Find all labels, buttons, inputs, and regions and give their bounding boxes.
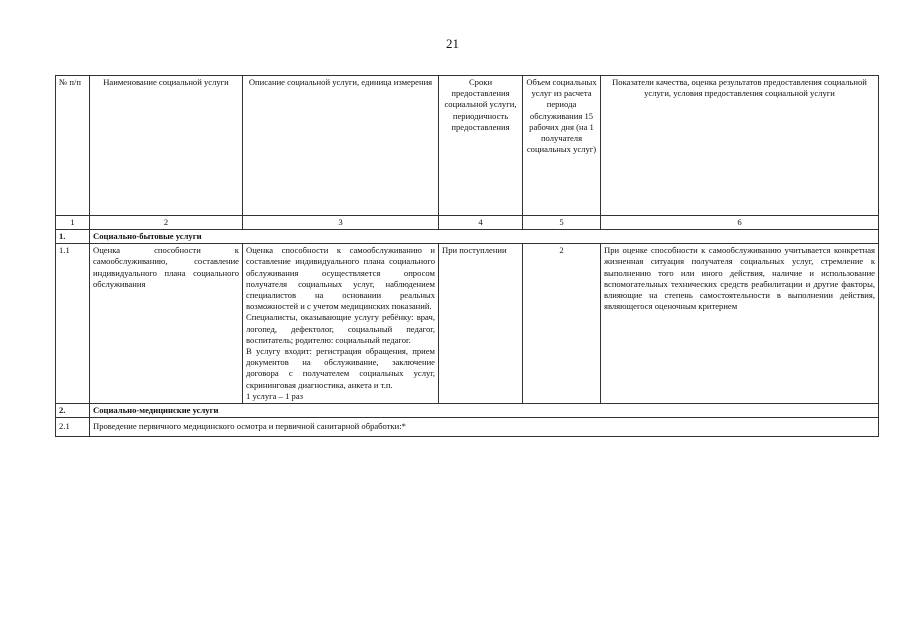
service-quality: При оценке способности к самообслуживанию учитывается конкретная жизненная ситуация получателя социальных услуг, стремление к выполнению того или иного действия, наличие и использование вспомогательных технических средств реабилитации и другие факторы, влияющие на степень самостоятельности в выполнении действия, являющегося оценочным критерием — [601, 244, 879, 404]
column-number-row — [56, 216, 879, 230]
description-unit: 1 услуга – 1 раз — [246, 390, 304, 401]
section-title: Социально-медицинские услуги — [90, 404, 879, 418]
description-paragraph: В услугу входит: регистрация обращения, прием документов на обслуживание, заключение договора с получателем социальных услуг, скрининговая диагностика, анкета и т.п. — [246, 346, 435, 390]
header-quality: Показатели качества, оценка результатов предоставления социальной услуги, условия предоставления социальной услуги — [601, 76, 879, 216]
table-header-row — [56, 76, 879, 216]
description-paragraph: Оценка способности к самообслуживанию и составление индивидуального плана социального обслуживания осуществляется опросом получателя социальных услуг, наблюдением специалистов на основании реальных возможностей и с учетом медицинских показаний. — [246, 245, 435, 312]
section-row-social-household — [56, 230, 879, 244]
header-number: № п/п — [56, 76, 90, 216]
header-service-description: Описание социальной услуги, единица измерения — [243, 76, 439, 216]
column-number: 6 — [601, 216, 879, 230]
section-row-social-medical — [56, 404, 879, 418]
service-name: Проведение первичного медицинского осмотра и первичной санитарной обработки:* — [90, 418, 879, 437]
column-number: 2 — [90, 216, 243, 230]
social-services-table — [55, 75, 879, 437]
service-volume: 2 — [523, 244, 601, 404]
row-number: 1.1 — [56, 244, 90, 404]
header-service-name: Наименование социальной услуги — [90, 76, 243, 216]
table-row — [56, 418, 879, 437]
column-number: 4 — [439, 216, 523, 230]
section-number: 2. — [56, 404, 90, 418]
page-number: 21 — [446, 36, 459, 51]
section-number: 1. — [56, 230, 90, 244]
column-number: 3 — [243, 216, 439, 230]
service-description — [243, 244, 439, 404]
row-number: 2.1 — [56, 418, 90, 437]
header-volume: Объем социальных услуг из расчета периода обслуживания 15 рабочих дня (на 1 получателя социальных услуг) — [523, 76, 601, 216]
service-term: При поступлении — [439, 244, 523, 404]
section-title: Социально-бытовые услуги — [90, 230, 879, 244]
header-terms: Сроки предоставления социальной услуги, периодичность предоставления — [439, 76, 523, 216]
table-row — [56, 244, 879, 404]
column-number: 1 — [56, 216, 90, 230]
service-name: Оценка способности к самообслуживанию, составление индивидуального плана социального обслуживания — [90, 244, 243, 404]
description-paragraph: Специалисты, оказывающие услугу ребёнку: врач, логопед, дефектолог, социальный педагог, воспитатель; родителю: социальный педагог. — [246, 312, 435, 345]
column-number: 5 — [523, 216, 601, 230]
